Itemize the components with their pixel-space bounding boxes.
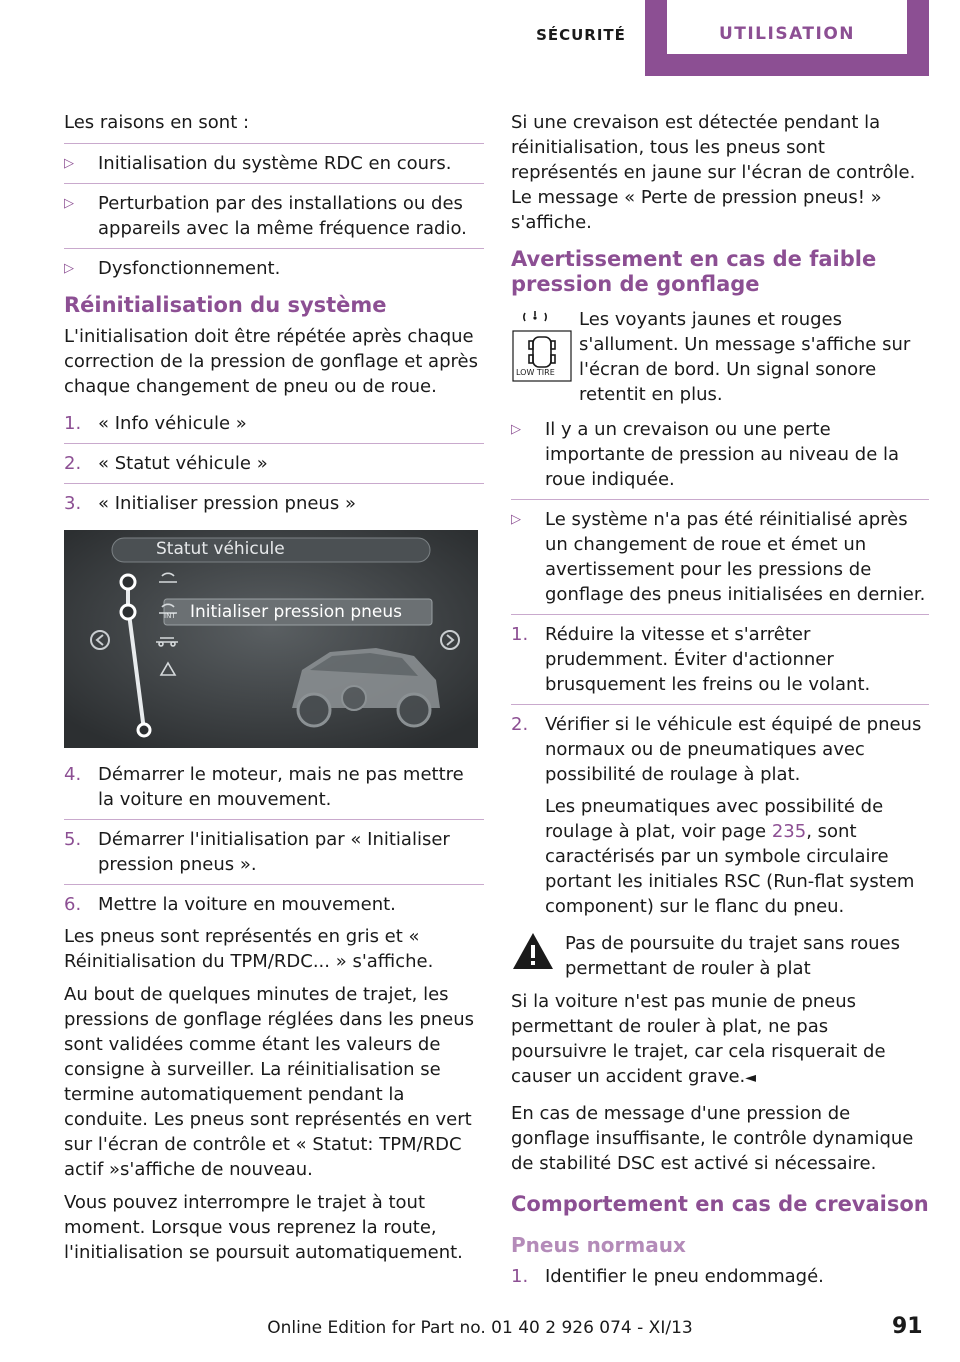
step-item: 2. « Statut véhicule » (64, 453, 268, 474)
triangle-bullet-icon: ▷ (64, 196, 74, 211)
active-tab-label: UTILISATION (718, 24, 856, 44)
caution-text: Si la voiture n'est pas munie de pneus permettant de rouler à plat, ne pas poursuivre le trajet, car cela risquerait de causer un accident grave.◄ (511, 991, 886, 1087)
runflat-paragraph: Les pneumatiques avec possibilité de roulage à plat, voir page 235, sont caractérisés par un symbole circulaire portant les initiales RSC (Run-flat system component) sur le flanc du pneu. (545, 796, 915, 917)
screen-selected-item[interactable]: Initialiser pression pneus (190, 602, 403, 622)
triangle-bullet-icon: ▷ (511, 512, 521, 527)
screen-int-label: INT (164, 612, 176, 620)
section-tab-utilisation[interactable] (645, 0, 929, 76)
reasons-intro: Les raisons en sont : (64, 112, 250, 133)
section-tab-securite[interactable]: SÉCURITÉ (518, 0, 644, 70)
subheading-pneus-normaux: Pneus normaux (511, 1233, 686, 1257)
heading-crevaison: Comportement en cas de crevaison (511, 1192, 929, 1216)
low-tire-label: LOW TIRE (516, 368, 555, 377)
triangle-bullet-icon: ▷ (64, 156, 74, 171)
low-tire-warning (511, 307, 929, 407)
right-column (511, 110, 929, 1296)
step-item: 4. Démarrer le moteur, mais ne pas mettre la voiture en mouvement. (64, 764, 464, 810)
list-item: ▷ Perturbation par des installations ou des appareils avec la même fréquence radio. (64, 193, 467, 239)
paragraph: Au bout de quelques minutes de trajet, les pressions de gonflage réglées dans les pneus sont validées comme étant les valeurs de consigne à surveiller. La réinitialisation se termine automatiquement pendant la conduite. Les pneus sont représentés en vert sur l'écran de contrôle et « Statut: TPM/RDC actif »s'affiche de nouveau. (64, 984, 475, 1180)
warning-text: Les voyants jaunes et rouges s'allument. Un message s'affiche sur l'écran de bord. Un signal sonore retentit en plus. (579, 309, 911, 405)
caution-box (511, 931, 929, 981)
reset-paragraph: L'initialisation doit être répétée après chaque correction de la pression de gonflage et après chaque changement de pneu ou de roue. (64, 326, 478, 397)
step-item: 6. Mettre la voiture en mouvement. (64, 894, 396, 915)
left-column (64, 110, 484, 1273)
end-mark: ◄ (745, 1070, 757, 1086)
paragraph: Les pneus sont représentés en gris et « Réinitialisation du TPM/RDC... » s'affiche. (64, 926, 434, 972)
triangle-bullet-icon: ▷ (64, 261, 74, 276)
status-screen-figure (64, 530, 478, 748)
step-item: 1. Réduire la vitesse et s'arrêter prudemment. Éviter d'actionner brusquement les freins ou le volant. (511, 624, 871, 695)
paragraph: Si une crevaison est détectée pendant la réinitialisation, tous les pneus sont représentés en jaune sur l'écran de contrôle. Le message « Perte de pression pneus! » s'affiche. (511, 112, 916, 233)
screen-title: Statut véhicule (156, 539, 285, 559)
step-item: 2. Vérifier si le véhicule est équipé de pneus normaux ou de pneumatiques avec possibilité de roulage à plat. (511, 714, 922, 785)
heading-reinitialisation: Réinitialisation du système (64, 293, 387, 317)
list-item: ▷ Il y a un crevaison ou une perte importante de pression au niveau de la roue indiquée. (511, 419, 900, 490)
low-tire-indicator (511, 307, 579, 387)
list-item: ▷ Dysfonctionnement. (64, 258, 281, 279)
step-item: 1. « Info véhicule » (64, 413, 247, 434)
triangle-bullet-icon: ▷ (511, 422, 521, 437)
paragraph: Vous pouvez interrompre le trajet à tout moment. Lorsque vous reprenez la route, l'initialisation se poursuit automatiquement. (64, 1192, 463, 1263)
step-item: 1. Identifier le pneu endommagé. (511, 1266, 824, 1287)
page-number: 91 (892, 1314, 923, 1339)
heading-avertissement: Avertissement en cas de faible pression de gonflage (511, 247, 877, 296)
warning-triangle-icon (511, 931, 565, 981)
footer-edition: Online Edition for Part no. 01 40 2 926 074 - XI/13 (267, 1318, 693, 1338)
paragraph: En cas de message d'une pression de gonflage insuffisante, le contrôle dynamique de stabilité DSC est activé si nécessaire. (511, 1103, 914, 1174)
caution-title: Pas de poursuite du trajet sans roues permettant de rouler à plat (565, 933, 900, 979)
page-link[interactable]: 235 (771, 821, 807, 842)
list-item: ▷ Initialisation du système RDC en cours. (64, 153, 452, 174)
list-item: ▷ Le système n'a pas été réinitialisé après un changement de roue et émet un avertissement pour les pressions de gonflage des pneus initialisées en dernier. (511, 509, 926, 605)
step-item: 5. Démarrer l'initialisation par « Initialiser pression pneus ». (64, 829, 450, 875)
step-item: 3. « Initialiser pression pneus » (64, 493, 356, 514)
